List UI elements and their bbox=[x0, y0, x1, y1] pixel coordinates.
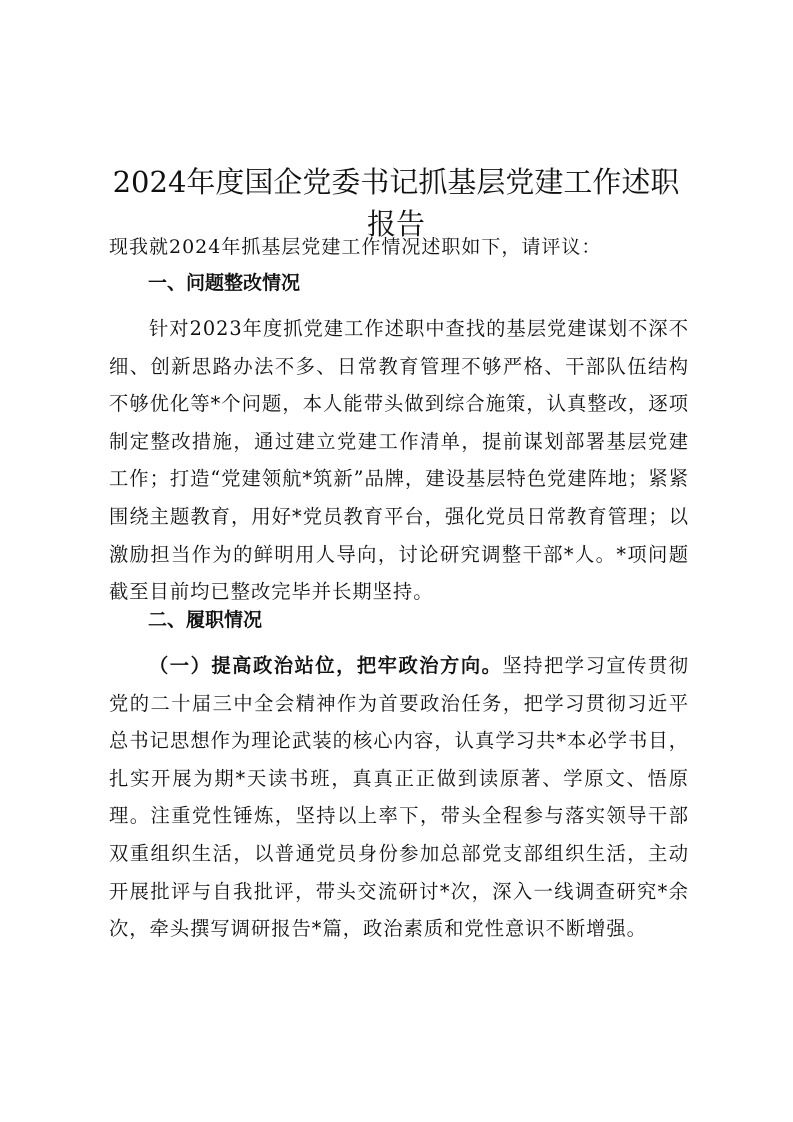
subsection-lead: （一）提高政治站位，把牢政治方向。 bbox=[149, 654, 503, 677]
title-line-2: 报告 bbox=[366, 207, 425, 242]
subsection-body: 坚持把学习宣传贯彻党的二十届三中全会精神作为首要政治任务，把学习贯彻习近平总书记思想作为理论武装的核心内容，认真学习共*本必学书目，扎实开展为期*天读书班，真真正正做到读原著、学原文、悟原理。注重党性锤炼，坚持以上率下，带头全程参与落实领导干部双重组织生活，以普通党员身份参加总部党支部组织生活，主动开展批评与自我批评，带头交流研讨*次，深入一线调查研究*余次，牵头撰写调研报告*篇，政治素质和党性意识不断增强。 bbox=[109, 654, 690, 941]
section-heading-1: 一、问题整改情况 bbox=[148, 272, 301, 294]
title-line-1: 2024年度国企党委书记抓基层党建工作述职 bbox=[112, 165, 680, 200]
section-1-paragraph: 针对2023年度抓党建工作述职中查找的基层党建谋划不深不细、创新思路办法不多、日常教育管理不够严格、干部队伍结构不够优化等*个问题，本人能带头做到综合施策，认真整改，逐项制定整改措施，通过建立党建工作清单，提前谋划部署基层党建工作；打造“党建领航*筑新”品牌，建设基层特色党建阵地；紧紧围绕主题教育，用好*党员教育平台，强化党员日常教育管理；以激励担当作为的鲜明用人导向，讨论研究调整干部*人。*项问题截至目前均已整改完毕并长期坚持。 bbox=[109, 317, 689, 604]
section-heading-2: 二、履职情况 bbox=[148, 609, 263, 631]
intro-paragraph: 现我就2024年抓基层党建工作情况述职如下，请评议： bbox=[109, 236, 602, 258]
section-2-paragraph bbox=[109, 647, 689, 948]
